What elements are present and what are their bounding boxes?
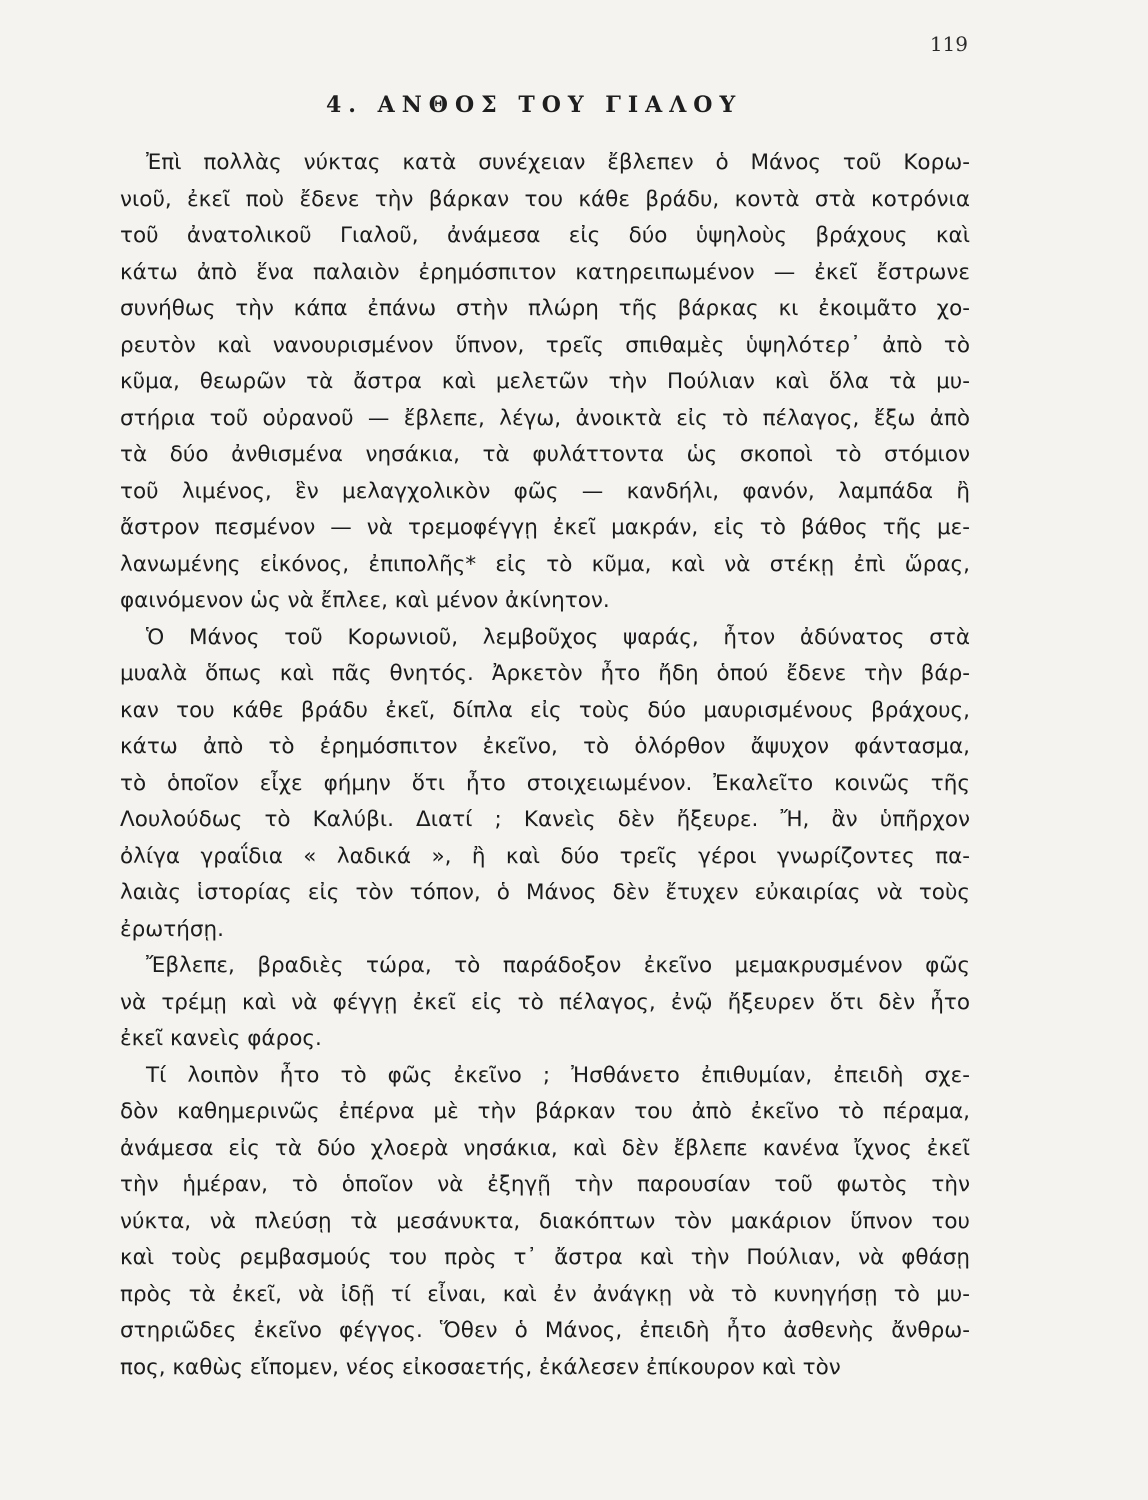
text-line: νύκτα, νὰ πλεύσῃ τὰ μεσάνυκτα, διακόπτων τὸν μακάριον ὕπνον του bbox=[120, 1208, 970, 1234]
text-line: συνήθως τὴν κάπα ἐπάνω στὴν πλώρη τῆς βάρκας κι ἐκοιμᾶτο χο- bbox=[120, 296, 970, 321]
text-line: Ἐπὶ πολλὰς νύκτας κατὰ συνέχειαν ἔβλεπεν ὁ Μάνος τοῦ Κορω- bbox=[146, 150, 970, 175]
text-line: πρὸς τὰ ἐκεῖ, νὰ ἰδῇ τί εἶναι, καὶ ἐν ἀνάγκῃ νὰ τὸ κυνηγήσῃ τὸ μυ- bbox=[120, 1281, 970, 1307]
text-line: Τί λοιπὸν ἦτο τὸ φῶς ἐκεῖνο ; Ἠσθάνετο ἐπιθυμίαν, ἐπειδὴ σχε- bbox=[146, 1062, 970, 1088]
text-line: καὶ τοὺς ρεμβασμούς του πρὸς τ᾽ ἄστρα καὶ τὴν Πούλιαν, νὰ φθάσῃ bbox=[120, 1245, 970, 1270]
text-line: πος, καθὼς εἴπομεν, νέος εἰκοσαετής, ἐκάλεσεν ἐπίκουρον καὶ τὸν bbox=[120, 1354, 841, 1380]
text-line: λαιὰς ἱστορίας εἰς τὸν τόπον, ὁ Μάνος δὲν ἔτυχεν εὐκαιρίας νὰ τοὺς bbox=[120, 880, 970, 905]
text-line: ἄστρον πεσμένον — νὰ τρεμοφέγγῃ ἐκεῖ μακράν, εἰς τὸ βάθος τῆς με- bbox=[120, 515, 970, 540]
chapter-title: 4. ΑΝΘΟΣ ΤΟΥ ΓΙΑΛΟΥ bbox=[326, 92, 743, 118]
text-line: ὀλίγα γραΐδια « λαδικά », ἢ καὶ δύο τρεῖς γέροι γνωρίζοντες πα- bbox=[120, 843, 970, 869]
text-line: Ἔβλεπε, βραδιὲς τώρα, τὸ παράδοξον ἐκεῖνο μεμακρυσμένον φῶς bbox=[146, 953, 970, 978]
text-line: τοῦ λιμένος, ἓν μελαγχολικὸν φῶς — κανδήλι, φανόν, λαμπάδα ἢ bbox=[120, 478, 970, 504]
text-line: στηριῶδες ἐκεῖνο φέγγος. Ὅθεν ὁ Μάνος, ἐπειδὴ ἦτο ἀσθενὴς ἄνθρω- bbox=[120, 1318, 970, 1343]
text-line: Λουλούδως τὸ Καλύβι. Διατί ; Κανεὶς δὲν ἤξευρε. Ἤ, ἂν ὑπῆρχον bbox=[120, 807, 970, 832]
text-line: νὰ τρέμῃ καὶ νὰ φέγγῃ ἐκεῖ εἰς τὸ πέλαγος, ἐνῷ ἤξευρεν ὅτι δὲν ἦτο bbox=[120, 989, 970, 1015]
paragraph bbox=[120, 620, 970, 949]
text-line: μυαλὰ ὅπως καὶ πᾶς θνητός. Ἀρκετὸν ἦτο ἤδη ὁπού ἔδενε τὴν βάρ- bbox=[120, 661, 970, 686]
page-number: 119 bbox=[929, 32, 968, 56]
paragraph bbox=[120, 948, 970, 1058]
text-line: τοῦ ἀνατολικοῦ Γιαλοῦ, ἀνάμεσα εἰς δύο ὑψηλοὺς βράχους καὶ bbox=[120, 223, 970, 248]
text-line: ρευτὸν καὶ νανουρισμένον ὕπνον, τρεῖς σπιθαμὲς ὑψηλότερ᾽ ἀπὸ τὸ bbox=[120, 332, 970, 358]
text-line: στήρια τοῦ οὐρανοῦ — ἔβλεπε, λέγω, ἀνοικτὰ εἰς τὸ πέλαγος, ἔξω ἀπὸ bbox=[120, 405, 970, 431]
text-line: φαινόμενον ὡς νὰ ἔπλεε, καὶ μένον ἀκίνητον. bbox=[120, 588, 610, 613]
text-line: κῦμα, θεωρῶν τὰ ἄστρα καὶ μελετῶν τὴν Πούλιαν καὶ ὅλα τὰ μυ- bbox=[120, 369, 970, 394]
text-line: λανωμένης εἰκόνος, ἐπιπολῆς* εἰς τὸ κῦμα, καὶ νὰ στέκῃ ἐπὶ ὥρας, bbox=[120, 551, 970, 577]
text-line: ἐρωτήσῃ. bbox=[120, 916, 224, 942]
body-text bbox=[120, 145, 970, 1386]
text-line: τὰ δύο ἀνθισμένα νησάκια, τὰ φυλάττοντα ὡς σκοποὶ τὸ στόμιον bbox=[120, 442, 970, 467]
text-line: κάτω ἀπὸ τὸ ἐρημόσπιτον ἐκεῖνο, τὸ ὁλόρθον ἄψυχον φάντασμα, bbox=[120, 734, 970, 759]
text-line: ἀνάμεσα εἰς τὰ δύο χλοερὰ νησάκια, καὶ δὲν ἔβλεπε κανένα ἴχνος ἐκεῖ bbox=[120, 1135, 970, 1161]
text-line: Ὁ Μάνος τοῦ Κορωνιοῦ, λεμβοῦχος ψαράς, ἦτον ἀδύνατος στὰ bbox=[146, 624, 970, 650]
text-line: ἐκεῖ κανεὶς φάρος. bbox=[120, 1026, 322, 1051]
text-line: τὴν ἡμέραν, τὸ ὁποῖον νὰ ἐξηγῇ τὴν παρουσίαν τοῦ φωτὸς τὴν bbox=[120, 1172, 970, 1197]
text-line: κάτω ἀπὸ ἕνα παλαιὸν ἐρημόσπιτον κατηρειπωμένον — ἐκεῖ ἔστρωνε bbox=[120, 259, 970, 285]
text-line: δὸν καθημερινῶς ἐπέρνα μὲ τὴν βάρκαν του ἀπὸ ἐκεῖνο τὸ πέραμα, bbox=[120, 1099, 970, 1124]
paragraph bbox=[120, 1058, 970, 1387]
paragraph bbox=[120, 145, 970, 620]
text-line: τὸ ὁποῖον εἶχε φήμην ὅτι ἦτο στοιχειωμένον. Ἐκαλεῖτο κοινῶς τῆς bbox=[120, 770, 970, 796]
text-line: νιοῦ, ἐκεῖ ποὺ ἔδενε τὴν βάρκαν του κάθε βράδυ, κοντὰ στὰ κοτρόνια bbox=[120, 186, 970, 212]
text-line: καν του κάθε βράδυ ἐκεῖ, δίπλα εἰς τοὺς δύο μαυρισμένους βράχους, bbox=[120, 697, 970, 723]
